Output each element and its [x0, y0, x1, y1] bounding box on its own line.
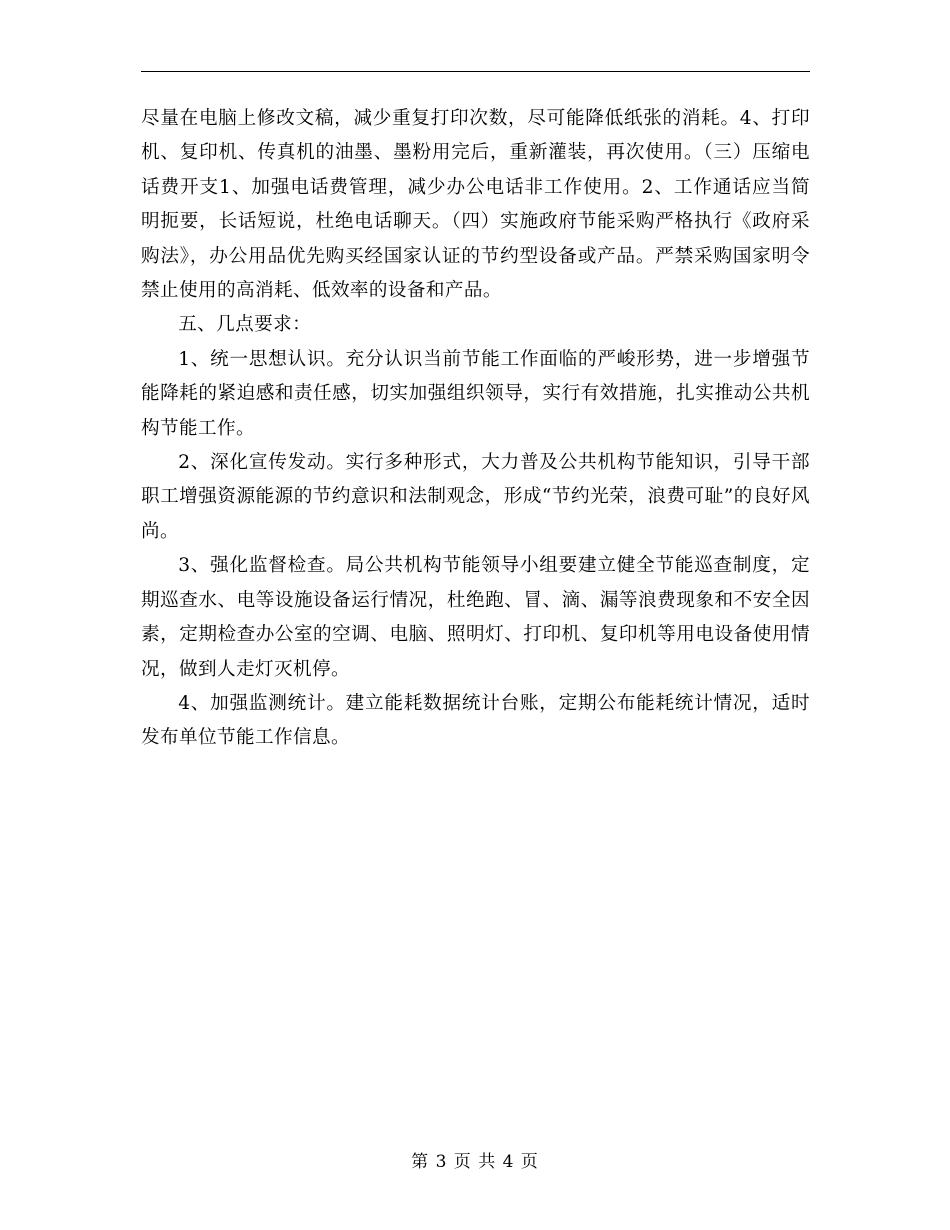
section-heading-requirements: 五、几点要求： — [178, 314, 312, 336]
paragraph-requirement-2: 2、深化宣传发动。实行多种形式，大力普及公共机构节能知识，引导干部职工增强资源能源的节约意识和法制观念，形成“节约光荣，浪费可耻”的良好风尚。 — [141, 452, 810, 542]
paragraph-requirement-4: 4、加强监测统计。建立能耗数据统计台账，定期公布能耗统计情况，适时发布单位节能工作信息。 — [141, 692, 810, 749]
paragraph-continuation: 尽量在电脑上修改文稿，减少重复打印次数，尽可能降低纸张的消耗。4、打印机、复印机、传真机的油墨、墨粉用完后，重新灌装，再次使用。（三）压缩电话费开支1、加强电话费管理，减少办公电话非工作使用。2、工作通话应当简明扼要，长话短说，杜绝电话聊天。（四）实施政府节能采购严格执行《政府采购法》，办公用品优先购买经国家认证的节约型设备或产品。严禁采购国家明令禁止使用的高消耗、低效率的设备和产品。 — [141, 108, 810, 302]
page-number-footer: 第 3 页 共 4 页 — [411, 1152, 539, 1172]
header-rule — [141, 71, 810, 72]
document-body — [141, 102, 810, 756]
paragraph-requirement-3: 3、强化监督检查。局公共机构节能领导小组要建立健全节能巡查制度，定期巡查水、电等设施设备运行情况，杜绝跑、冒、滴、漏等浪费现象和不安全因素，定期检查办公室的空调、电脑、照明灯、打印机、复印机等用电设备使用情况，做到人走灯灭机停。 — [141, 555, 810, 680]
paragraph-requirement-1: 1、统一思想认识。充分认识当前节能工作面临的严峻形势，进一步增强节能降耗的紧迫感和责任感，切实加强组织领导，实行有效措施，扎实推动公共机构节能工作。 — [141, 348, 810, 439]
